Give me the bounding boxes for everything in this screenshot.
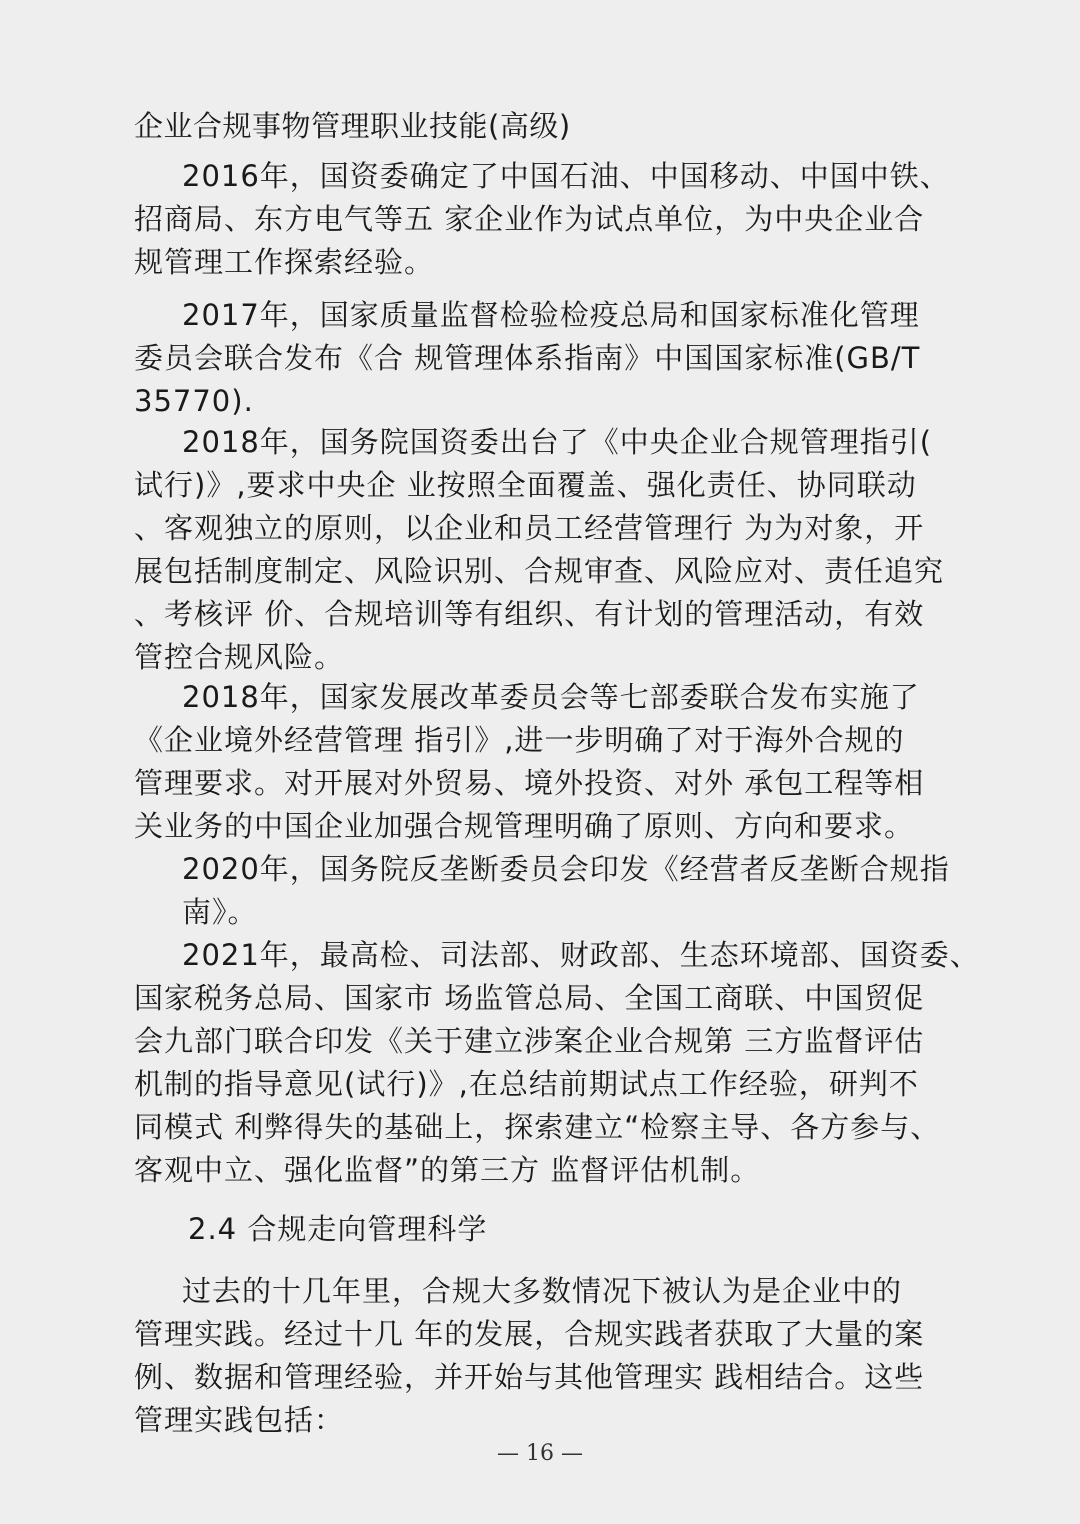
text-line: 南》。: [182, 895, 258, 929]
text-line: 35770).: [134, 384, 254, 418]
text-line: 2020年，国务院反垄断委员会印发《经营者反垄断合规指: [182, 852, 950, 886]
text-line: 同模式 利弊得失的基础上，探索建立“检察主导、各方参与、: [134, 1110, 941, 1144]
text-line: 管控合规风险。: [134, 640, 345, 674]
text-line: 展包括制度制定、风险识别、合规审查、风险应对、责任追究: [134, 554, 945, 588]
text-line: 机制的指导意见(试行)》,在总结前期试点工作经验，研判不: [134, 1067, 919, 1101]
paragraph-management-science: [134, 1270, 924, 1442]
text-line: 试行)》,要求中央企 业按照全面覆盖、强化责任、协同联动: [134, 468, 917, 502]
paragraph-2018-overseas: [134, 676, 924, 848]
text-line: 过去的十几年里，合规大多数情况下被认为是企业中的: [182, 1274, 903, 1308]
text-line: 2016年，国资委确定了中国石油、中国移动、中国中铁、: [182, 159, 950, 193]
text-line: 关业务的中国企业加强合规管理明确了原则、方向和要求。: [134, 809, 915, 843]
text-line: 招商局、东方电气等五 家企业作为试点单位，为中央企业合: [134, 202, 925, 236]
text-line: 规管理工作探索经验。: [134, 245, 435, 279]
text-line: 例、数据和管理经验，并开始与其他管理实 践相结合。这些: [134, 1360, 925, 1394]
text-line: 管理要求。对开展对外贸易、境外投资、对外 承包工程等相: [134, 766, 925, 800]
text-line: 会九部门联合印发《关于建立涉案企业合规第 三方监督评估: [134, 1024, 925, 1058]
paragraph-2018-guidelines: [134, 421, 944, 679]
text-line: 《企业境外经营管理 指引》,进一步明确了对于海外合规的: [134, 723, 905, 757]
text-line: 管理实践。经过十几 年的发展，合规实践者获取了大量的案: [134, 1317, 925, 1351]
paragraph-2017: [134, 294, 920, 423]
page-header-title: 企业合规事物管理职业技能(高级): [134, 109, 571, 143]
text-line: 2018年，国家发展改革委员会等七部委联合发布实施了: [182, 680, 920, 714]
text-line: 2018年，国务院国资委出台了《中央企业合规管理指引(: [182, 425, 933, 459]
section-heading: 2.4 合规走向管理科学: [188, 1212, 488, 1246]
text-line: 委员会联合发布《合 规管理体系指南》中国国家标准(GB/T: [134, 341, 921, 375]
page-number: — 16 —: [497, 1441, 583, 1466]
paragraph-2020: [134, 848, 950, 934]
text-line: 2017年，国家质量监督检验检疫总局和国家标准化管理: [182, 298, 920, 332]
text-line: 国家税务总局、国家市 场监管总局、全国工商联、中国贸促: [134, 981, 925, 1015]
text-line: 管理实践包括：: [134, 1403, 345, 1437]
text-line: 客观中立、强化监督”的第三方 监督评估机制。: [134, 1153, 761, 1187]
paragraph-2021: [134, 934, 980, 1192]
text-line: 、考核评 价、合规培训等有组织、有计划的管理活动，有效: [134, 597, 925, 631]
text-line: 、客观独立的原则，以企业和员工经营管理行 为为对象，开: [134, 511, 925, 545]
text-line: 2021年，最高检、司法部、财政部、生态环境部、国资委、: [182, 938, 980, 972]
paragraph-2016: [134, 155, 950, 284]
